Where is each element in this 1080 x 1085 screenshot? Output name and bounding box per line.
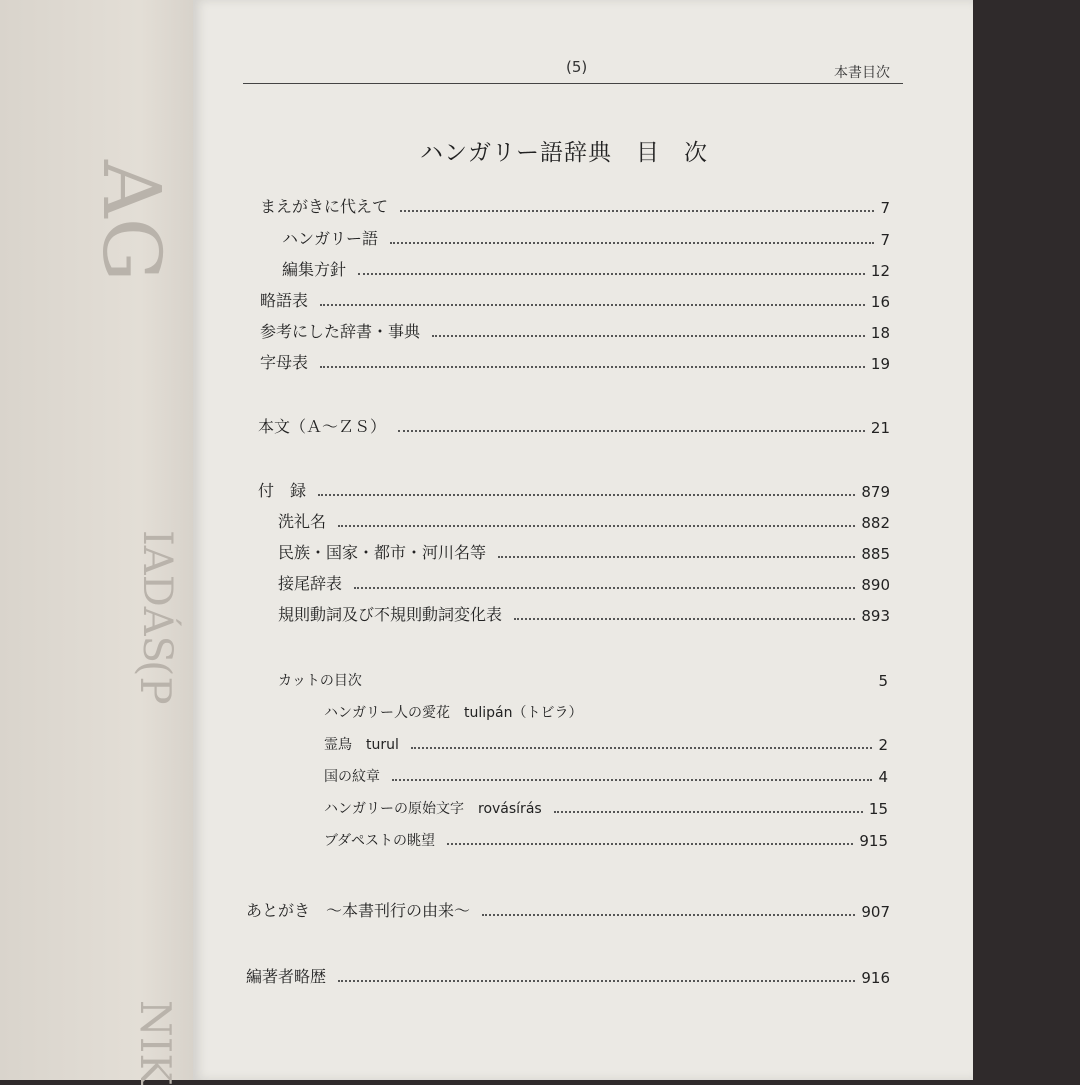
toc-label: 規則動詞及び不規則動詞変化表 <box>278 605 503 624</box>
leader-dots <box>392 779 872 781</box>
leader-dots <box>358 273 865 275</box>
leader-dots <box>338 525 855 527</box>
toc-entry <box>258 478 890 501</box>
toc-entry <box>260 194 890 217</box>
toc-entry <box>260 288 890 311</box>
page-number: (5) <box>566 58 588 76</box>
toc-label: ハンガリー人の愛花 tulipán（トビラ） <box>324 705 583 721</box>
title-main: ハンガリー語辞典 <box>420 140 612 166</box>
toc-page: 7 <box>880 199 890 217</box>
leader-dots <box>390 242 874 244</box>
toc-entry <box>324 766 888 786</box>
leader-dots <box>398 430 865 432</box>
toc-label: 略語表 <box>260 291 309 310</box>
toc-page: 21 <box>870 419 890 437</box>
toc-entry <box>324 702 888 722</box>
toc-page: 16 <box>870 293 890 311</box>
toc-label: 編著者略歴 <box>246 967 327 986</box>
leader-dots <box>320 366 865 368</box>
leader-dots <box>320 304 865 306</box>
toc-label: 本文（Ａ～ＺＳ） <box>258 417 387 436</box>
left-ghost-text-1: AG <box>85 160 178 282</box>
toc-page: 890 <box>861 576 890 594</box>
toc-page: 4 <box>878 768 888 786</box>
toc-entry <box>282 257 890 280</box>
leader-dots <box>411 747 873 749</box>
page-title <box>420 134 708 167</box>
left-ghost-text-2: IADÁS <box>134 530 180 664</box>
leader-dots <box>554 811 863 813</box>
toc-entry <box>246 964 890 987</box>
toc-label: 洗礼名 <box>278 512 327 531</box>
running-header: 本書目次 <box>834 65 890 81</box>
toc-entry <box>260 319 890 342</box>
left-page <box>0 0 200 1085</box>
toc-label: 編集方針 <box>282 260 347 279</box>
toc-entry <box>324 830 888 850</box>
toc-label: カットの目次 <box>278 673 362 689</box>
toc-label: ハンガリー語 <box>282 229 379 248</box>
left-ghost-text-4: NIK <box>131 1000 180 1085</box>
toc-label: 接尾辞表 <box>278 574 343 593</box>
toc-label: 字母表 <box>260 353 309 372</box>
toc-page: 879 <box>861 483 890 501</box>
toc-page: 907 <box>861 903 890 921</box>
toc-entry <box>278 670 888 690</box>
leader-dots <box>400 210 874 212</box>
leader-dots <box>482 914 855 916</box>
toc-page: 885 <box>861 545 890 563</box>
toc-entry <box>324 798 888 818</box>
toc-label: 霊鳥 turul <box>324 737 399 753</box>
toc-page: 2 <box>878 736 888 754</box>
leader-dots <box>338 980 855 982</box>
toc-label: ブダペストの眺望 <box>324 833 436 849</box>
toc-page: 15 <box>868 800 888 818</box>
toc-page: 893 <box>861 607 890 625</box>
toc-label: ハンガリーの原始文字 rovásírás <box>324 801 542 817</box>
toc-entry <box>246 898 890 921</box>
leader-dots <box>498 556 855 558</box>
leader-dots <box>318 494 855 496</box>
toc-entry <box>258 414 890 437</box>
toc-page: 916 <box>861 969 890 987</box>
toc-label: 民族・国家・都市・河川名等 <box>278 543 487 562</box>
toc-entry <box>278 602 890 625</box>
toc-page: 882 <box>861 514 890 532</box>
left-ghost-text-3: (P <box>131 660 180 705</box>
toc-entry <box>278 509 890 532</box>
toc-label: 参考にした辞書・事典 <box>260 322 421 341</box>
toc-entry <box>278 540 890 563</box>
toc-page: 7 <box>880 231 890 249</box>
toc-entry <box>324 734 888 754</box>
leader-dots <box>514 618 855 620</box>
toc-label: 付 録 <box>258 481 307 500</box>
toc-page: 19 <box>870 355 890 373</box>
toc-page: 915 <box>859 832 888 850</box>
header-rule <box>243 83 903 84</box>
toc-label: まえがきに代えて <box>260 197 389 216</box>
toc-page: 12 <box>870 262 890 280</box>
toc-entry <box>282 226 890 249</box>
toc-entry <box>278 571 890 594</box>
leader-dots <box>447 843 853 845</box>
title-suffix: 目 次 <box>636 140 708 166</box>
toc-page: 5 <box>878 672 888 690</box>
toc-page: 18 <box>870 324 890 342</box>
leader-dots <box>432 335 865 337</box>
toc-label: 国の紋章 <box>324 769 380 785</box>
leader-dots <box>354 587 855 589</box>
toc-entry <box>260 350 890 373</box>
toc-label: あとがき ～本書刊行の由来～ <box>246 901 471 920</box>
